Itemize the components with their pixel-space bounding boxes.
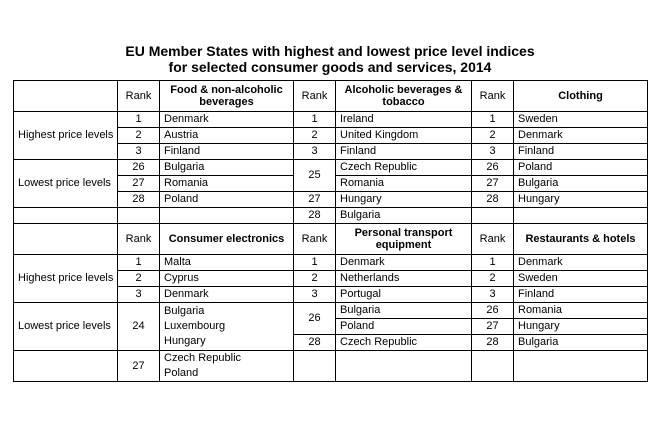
rank-cell: 26	[472, 303, 514, 319]
country-cell	[160, 303, 294, 351]
country-cell: Romania	[160, 176, 294, 192]
rank-cell: 3	[118, 287, 160, 303]
rank-cell: 27	[294, 192, 336, 208]
header-row-2	[14, 224, 648, 255]
header-transport: Personal transport equipment	[336, 224, 472, 255]
rank-cell: 26	[294, 303, 336, 335]
empty-cell	[514, 208, 648, 224]
group-label-lowest: Lowest price levels	[14, 160, 118, 208]
country-line: Luxembourg	[164, 320, 226, 332]
header-alcohol: Alcoholic beverages & tobacco	[336, 81, 472, 112]
country-cell: Ireland	[336, 112, 472, 128]
country-cell: Poland	[160, 192, 294, 208]
price-level-table	[13, 80, 648, 382]
rank-cell: 2	[472, 128, 514, 144]
country-line: Bulgaria	[164, 305, 205, 317]
country-cell: Denmark	[160, 287, 294, 303]
empty-cell	[294, 351, 336, 382]
group-label-highest: Highest price levels	[14, 112, 118, 160]
empty-cell	[472, 351, 514, 382]
rank-cell: 1	[118, 112, 160, 128]
rank-cell: 3	[472, 144, 514, 160]
rank-header: Rank	[118, 224, 160, 255]
country-cell: Poland	[336, 319, 472, 335]
country-cell: Finland	[160, 144, 294, 160]
country-cell: Czech Republic	[336, 160, 472, 176]
header-row-1	[14, 81, 648, 112]
rank-cell: 28	[294, 335, 336, 351]
rank-cell: 27	[118, 351, 160, 382]
country-cell: Sweden	[514, 112, 648, 128]
rank-cell: 1	[294, 255, 336, 271]
rank-cell: 1	[118, 255, 160, 271]
header-restaurants: Restaurants & hotels	[514, 224, 648, 255]
rank-cell: 2	[294, 128, 336, 144]
title-line-1: EU Member States with highest and lowest price level indices	[125, 43, 535, 59]
country-cell: Hungary	[336, 192, 472, 208]
empty-cell	[472, 208, 514, 224]
table-row	[14, 351, 648, 382]
header-food: Food & non-alcoholic beverages	[160, 81, 294, 112]
group-label-highest: Highest price levels	[14, 255, 118, 303]
rank-cell: 2	[118, 271, 160, 287]
table-title	[0, 43, 660, 75]
rank-cell: 28	[294, 208, 336, 224]
country-line: Czech Republic	[164, 352, 242, 364]
country-cell: Hungary	[514, 192, 648, 208]
rank-cell: 2	[294, 271, 336, 287]
country-line: Hungary	[164, 335, 206, 347]
country-cell: Bulgaria	[336, 208, 472, 224]
empty-cell	[336, 351, 472, 382]
rank-cell: 25	[294, 160, 336, 192]
country-cell: Bulgaria	[160, 160, 294, 176]
table-row	[14, 255, 648, 271]
country-cell: Hungary	[514, 319, 648, 335]
country-cell: Cyprus	[160, 271, 294, 287]
country-cell: Portugal	[336, 287, 472, 303]
rank-cell: 26	[118, 160, 160, 176]
country-cell: Denmark	[336, 255, 472, 271]
country-cell: Finland	[514, 144, 648, 160]
country-cell: Romania	[336, 176, 472, 192]
rank-cell: 3	[118, 144, 160, 160]
rank-cell: 26	[472, 160, 514, 176]
country-cell: Sweden	[514, 271, 648, 287]
country-cell: United Kingdom	[336, 128, 472, 144]
rank-cell: 2	[472, 271, 514, 287]
country-cell: Bulgaria	[336, 303, 472, 319]
rank-cell: 1	[294, 112, 336, 128]
table-row	[14, 160, 648, 176]
country-cell: Denmark	[160, 112, 294, 128]
corner-cell	[14, 224, 118, 255]
rank-cell: 27	[472, 176, 514, 192]
table-row	[14, 303, 648, 319]
rank-cell: 1	[472, 112, 514, 128]
rank-header: Rank	[118, 81, 160, 112]
rank-cell: 28	[472, 335, 514, 351]
header-electronics: Consumer electronics	[160, 224, 294, 255]
rank-header: Rank	[472, 81, 514, 112]
corner-cell	[14, 81, 118, 112]
country-cell: Bulgaria	[514, 176, 648, 192]
rank-header: Rank	[294, 81, 336, 112]
rank-cell: 3	[294, 144, 336, 160]
empty-cell	[118, 208, 160, 224]
country-cell: Bulgaria	[514, 335, 648, 351]
empty-cell	[514, 351, 648, 382]
country-cell: Finland	[514, 287, 648, 303]
rank-cell: 28	[118, 192, 160, 208]
rank-cell: 27	[118, 176, 160, 192]
country-cell: Poland	[514, 160, 648, 176]
table-row	[14, 112, 648, 128]
country-line: Poland	[164, 367, 199, 379]
rank-cell: 24	[118, 303, 160, 351]
empty-cell	[14, 208, 118, 224]
country-cell: Romania	[514, 303, 648, 319]
rank-cell: 2	[118, 128, 160, 144]
header-clothing: Clothing	[514, 81, 648, 112]
group-label-lowest: Lowest price levels	[14, 303, 118, 351]
country-cell: Malta	[160, 255, 294, 271]
rank-header: Rank	[472, 224, 514, 255]
country-cell	[160, 351, 294, 382]
table-row	[14, 208, 648, 224]
country-cell: Finland	[336, 144, 472, 160]
rank-header: Rank	[294, 224, 336, 255]
country-cell: Denmark	[514, 255, 648, 271]
empty-cell	[160, 208, 294, 224]
title-line-2: for selected consumer goods and services, 2014	[168, 59, 492, 75]
rank-cell: 1	[472, 255, 514, 271]
country-cell: Austria	[160, 128, 294, 144]
rank-cell: 28	[472, 192, 514, 208]
rank-cell: 3	[294, 287, 336, 303]
rank-cell: 27	[472, 319, 514, 335]
empty-cell	[14, 351, 118, 382]
country-cell: Czech Republic	[336, 335, 472, 351]
country-cell: Denmark	[514, 128, 648, 144]
country-cell: Netherlands	[336, 271, 472, 287]
rank-cell: 3	[472, 287, 514, 303]
